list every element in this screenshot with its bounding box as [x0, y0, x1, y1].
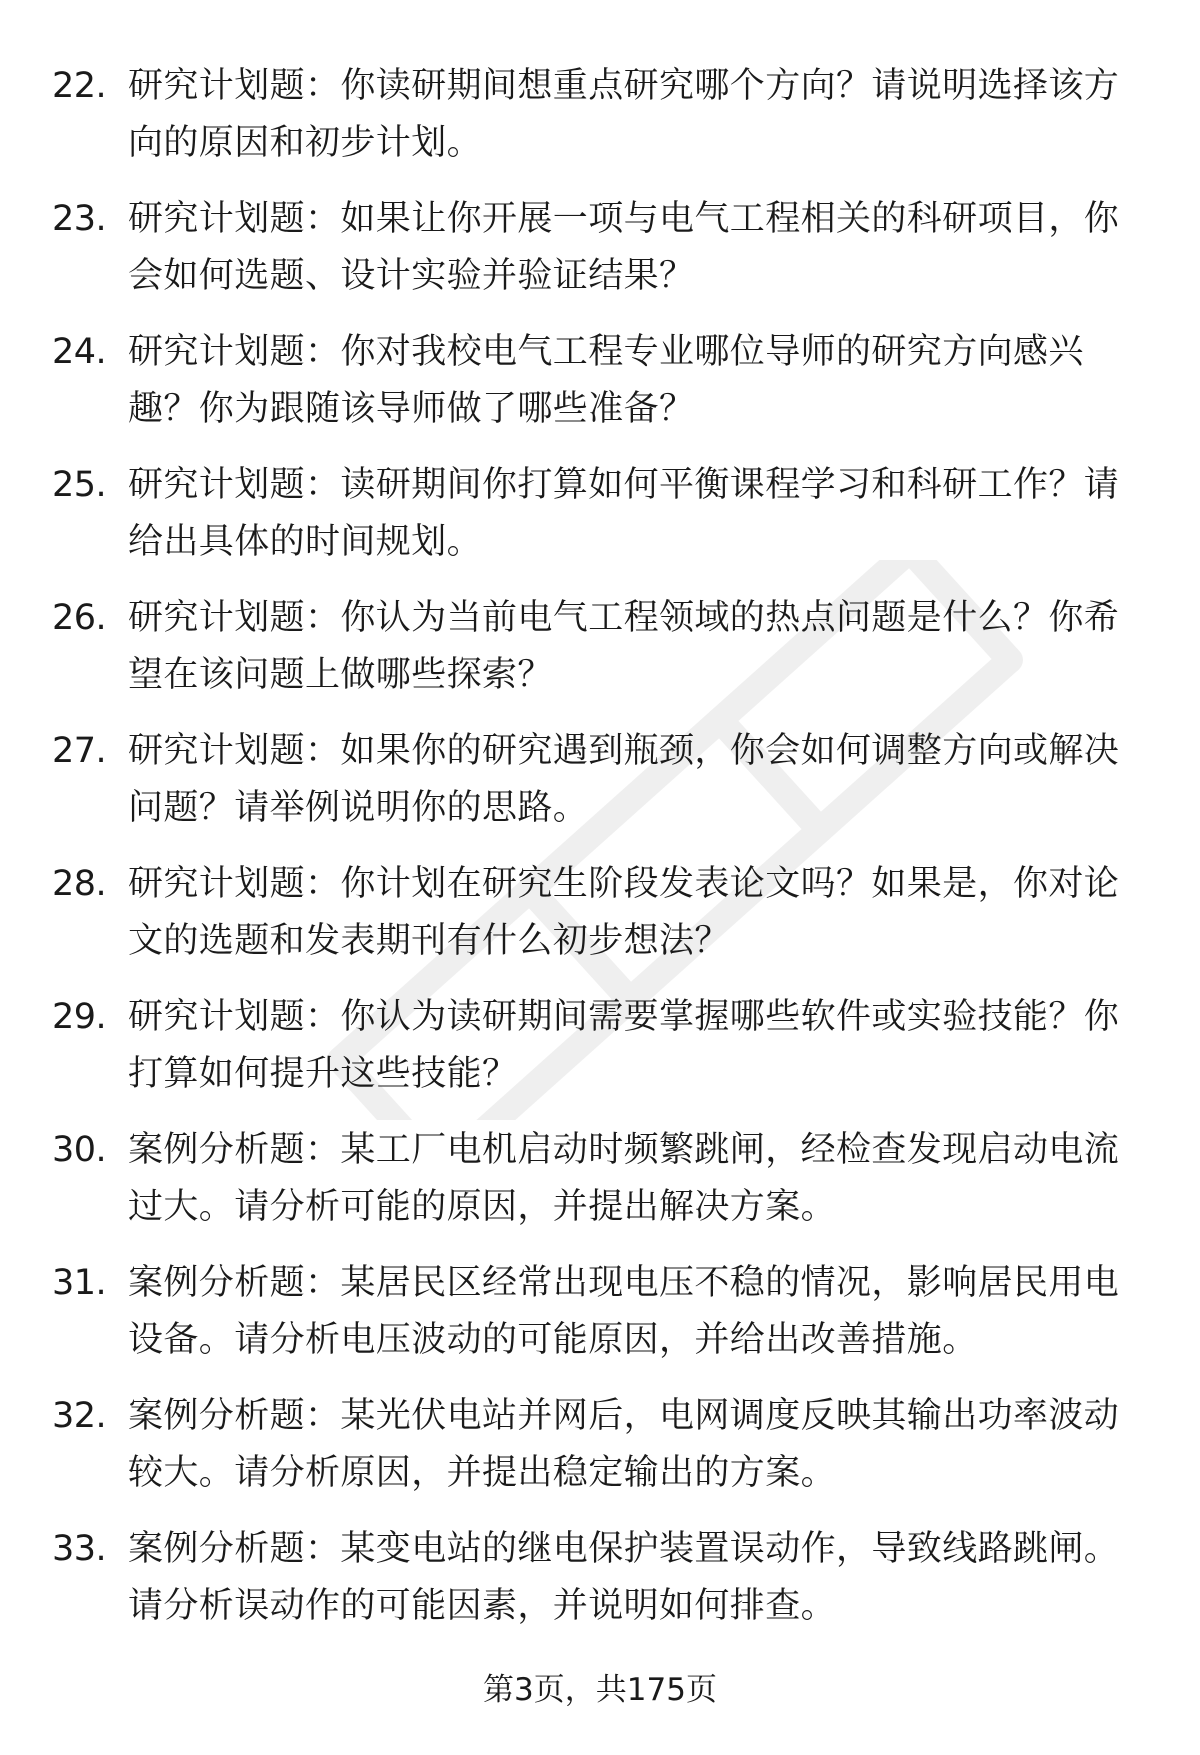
question-item — [52, 1521, 1152, 1654]
question-item — [52, 58, 1152, 191]
question-text: 研究计划题：读研期间你打算如何平衡课程学习和科研工作？请给出具体的时间规划。 — [128, 465, 1120, 562]
question-number: 31. — [52, 1263, 107, 1303]
question-text: 研究计划题：如果你的研究遇到瓶颈，你会如何调整方向或解决问题？请举例说明你的思路。 — [128, 731, 1120, 828]
question-number: 27. — [52, 731, 107, 771]
question-item — [52, 723, 1152, 856]
question-number: 24. — [52, 332, 107, 372]
question-number: 32. — [52, 1396, 107, 1436]
question-text: 案例分析题：某光伏电站并网后，电网调度反映其输出功率波动较大。请分析原因，并提出稳定输出的方案。 — [128, 1396, 1120, 1493]
question-text: 研究计划题：你认为当前电气工程领域的热点问题是什么？你希望在该问题上做哪些探索？ — [128, 598, 1120, 695]
question-list — [52, 58, 1152, 1654]
question-number: 23. — [52, 199, 107, 239]
question-number: 25. — [52, 465, 107, 505]
question-number: 30. — [52, 1130, 107, 1170]
question-number: 33. — [52, 1529, 107, 1569]
question-number: 26. — [52, 598, 107, 638]
question-text: 案例分析题：某变电站的继电保护装置误动作，导致线路跳闸。请分析误动作的可能因素，并说明如何排查。 — [128, 1529, 1120, 1626]
question-text: 研究计划题：你认为读研期间需要掌握哪些软件或实验技能？你打算如何提升这些技能？ — [128, 997, 1120, 1094]
question-text: 案例分析题：某工厂电机启动时频繁跳闸，经检查发现启动电流过大。请分析可能的原因，并提出解决方案。 — [128, 1130, 1120, 1227]
question-item — [52, 457, 1152, 590]
question-text: 研究计划题：你计划在研究生阶段发表论文吗？如果是，你对论文的选题和发表期刊有什么初步想法？ — [128, 864, 1120, 961]
page-footer: 第3页，共175页 — [483, 1672, 717, 1708]
question-item — [52, 191, 1152, 324]
question-number: 22. — [52, 66, 107, 106]
question-item — [52, 1122, 1152, 1255]
question-item — [52, 590, 1152, 723]
question-item — [52, 1388, 1152, 1521]
question-item — [52, 1255, 1152, 1388]
question-number: 29. — [52, 997, 107, 1037]
question-text: 案例分析题：某居民区经常出现电压不稳的情况，影响居民用电设备。请分析电压波动的可能原因，并给出改善措施。 — [128, 1263, 1120, 1360]
question-item — [52, 856, 1152, 989]
question-number: 28. — [52, 864, 107, 904]
question-text: 研究计划题：如果让你开展一项与电气工程相关的科研项目，你会如何选题、设计实验并验证结果？ — [128, 199, 1120, 296]
question-item — [52, 989, 1152, 1122]
question-text: 研究计划题：你读研期间想重点研究哪个方向？请说明选择该方向的原因和初步计划。 — [128, 66, 1120, 163]
question-text: 研究计划题：你对我校电气工程专业哪位导师的研究方向感兴趣？你为跟随该导师做了哪些准备？ — [128, 332, 1084, 429]
question-item — [52, 324, 1152, 457]
